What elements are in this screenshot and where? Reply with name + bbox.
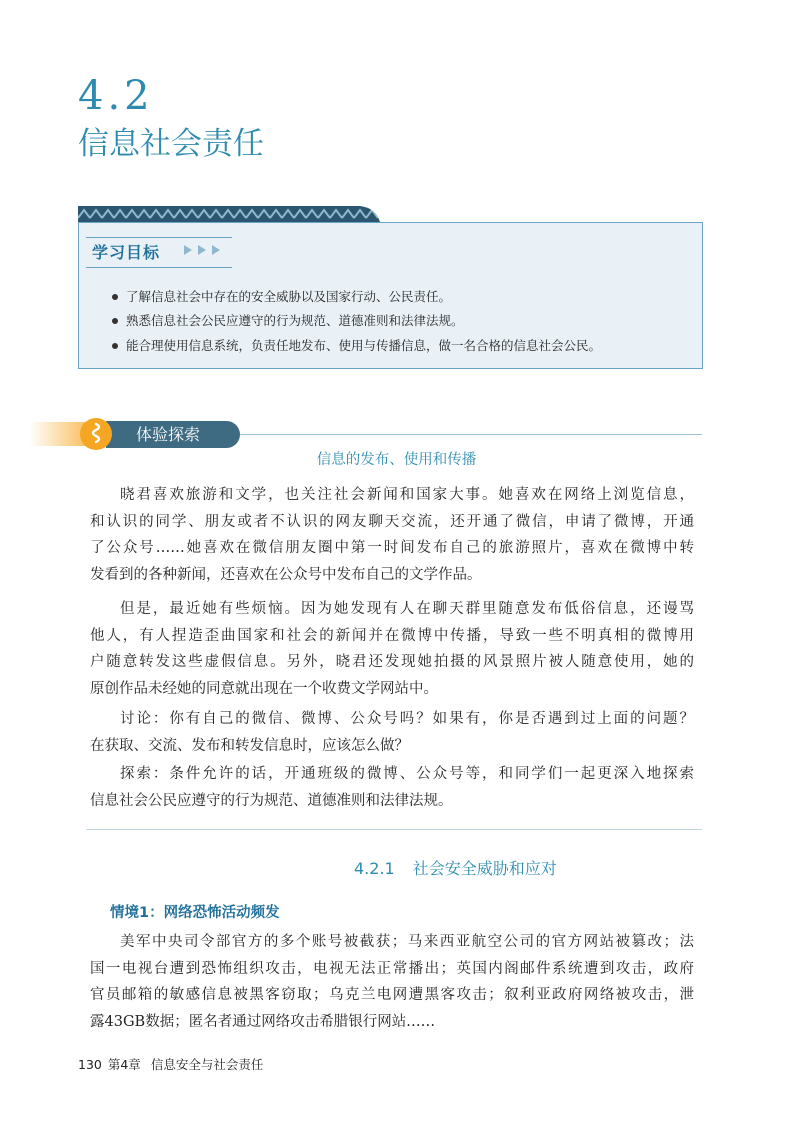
triple-arrow-icon [182,244,226,256]
text-line: 发看到的各种新闻，还喜欢在公众号中发布自己的文学作品。 [90,566,482,583]
text-line: 原创作品未经她的同意就出现在一个收费文学网站中。 [90,680,438,697]
chapter-title: 信息安全与社会责任 [150,1057,264,1072]
text-line: 官员邮箱的敏感信息被黑客窃取；乌克兰电网遭黑客攻击；叙利亚政府网络被攻击，泄 [90,987,694,1004]
text-line: 探索：条件允许的话，开通班级的微博、公众号等，和同学们一起更深入地探索 [120,766,694,782]
explore-label: 体验探索 [136,425,201,444]
learning-goals-title: 学习目标 [92,243,161,262]
text-line: 讨论：你有自己的微信、微博、公众号吗？如果有，你是否遇到过上面的问题？ [120,711,694,727]
goal-item: 熟悉信息社会公民应遵守的行为规范、道德准则和法律法规。 [126,313,464,328]
explore-rule [240,434,702,435]
explore-subheading: 信息的发布、使用和传播 [316,452,477,468]
text-line: 露43GB数据；匿名者通过网络攻击希腊银行网站…… [90,1013,436,1030]
chapter-number: 第4章 [107,1057,141,1072]
text-line: 但是，最近她有些烦恼。因为她发现有人在聊天群里随意发布低俗信息，还谩骂 [120,601,694,617]
text-line: 和认识的同学、朋友或者不认识的网友聊天交流，还开通了微信，申请了微博，开通 [90,513,694,530]
bullet-icon [112,318,118,324]
paragraph [90,761,694,814]
goal-banner-decoration [78,206,380,222]
text-line: 信息社会公民应遵守的行为规范、道德准则和法律法规。 [90,792,453,809]
text-line: 在获取、交流、发布和转发信息时，应该怎么做？ [90,737,409,754]
subsection-heading [0,858,793,880]
section-number: 4.2 [78,73,154,119]
paragraph [90,596,694,702]
text-line: 他人，有人捏造歪曲国家和社会的新闻并在微博中传播，导致一些不明真相的微博用 [90,627,694,644]
text-line: 了公众号……她喜欢在微信朋友圈中第一时间发布自己的旅游照片，喜欢在微博中转 [90,540,694,557]
subsection-title: 社会安全威胁和应对 [412,859,557,878]
page-number: 130 [78,1057,102,1072]
text-line: 晓君喜欢旅游和文学，也关注社会新闻和国家大事。她喜欢在网络上浏览信息， [120,487,694,503]
paragraph [90,482,694,588]
text-line: 美军中央司令部官方的多个账号被截获；马来西亚航空公司的官方网站被篡改；法 [120,934,694,950]
goal-title-rule [86,267,232,268]
subsection-number: 4.2.1 [354,859,395,878]
section-divider [86,829,702,830]
squiggle-icon [86,422,106,446]
page-footer [78,1055,263,1073]
paragraph [90,706,694,759]
text-line: 户随意转发这些虚假信息。另外，晓君还发现她拍摄的风景照片被人随意使用，她的 [90,654,694,671]
text-line: 国一电视台遭到恐怖组织攻击，电视无法正常播出；英国内阁邮件系统遭到攻击，政府 [90,960,694,977]
scenario-title: 情境1：网络恐怖活动频发 [110,905,280,921]
bullet-icon [112,343,118,349]
goal-item: 能合理使用信息系统，负责任地发布、使用与传播信息，做一名合格的信息社会公民。 [126,338,602,353]
goal-item: 了解信息社会中存在的安全威胁以及国家行动、公民责任。 [126,289,452,304]
goal-title-rule [86,237,232,238]
section-title: 信息社会责任 [78,126,264,162]
paragraph [90,929,694,1035]
bullet-icon [112,294,118,300]
